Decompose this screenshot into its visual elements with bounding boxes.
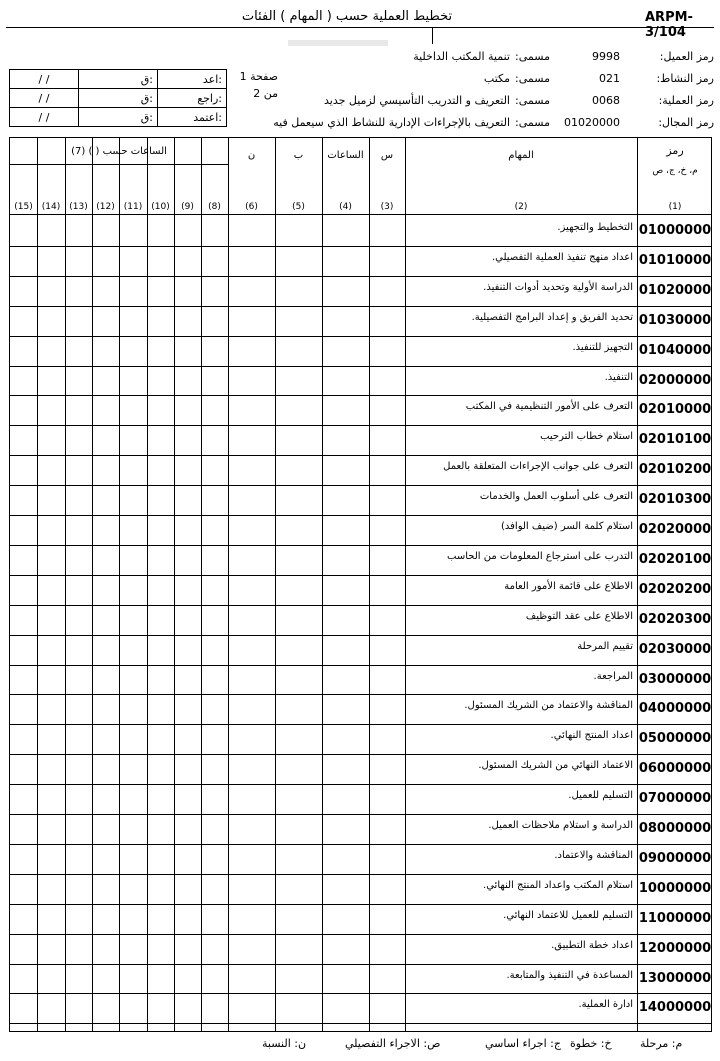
grid-col-line xyxy=(201,138,202,1031)
grid-col-line xyxy=(119,138,120,1031)
approval-label: اعد: xyxy=(158,70,227,89)
document-id: ARPM-3/104 xyxy=(645,10,693,40)
row-code: 01010000 xyxy=(638,252,712,268)
process-name: التعريف و التدريب التأسيسي لزميل جديد xyxy=(324,94,510,107)
row-divider xyxy=(10,844,711,845)
legend-s: ص: الاجراء التفصيلي xyxy=(345,1037,441,1050)
grid-col-line xyxy=(92,138,93,1031)
row-code: 02020200 xyxy=(638,581,712,597)
row-task: التخطيط والتجهيز. xyxy=(557,222,633,233)
header-b: ب xyxy=(293,150,304,161)
header-shadow-box xyxy=(288,40,388,46)
header-task: المهام xyxy=(508,150,534,161)
task-grid xyxy=(9,137,712,1032)
row-divider xyxy=(10,665,711,666)
row-divider xyxy=(10,724,711,725)
approval-date[interactable]: / / xyxy=(10,108,79,127)
row-divider xyxy=(10,455,711,456)
row-divider xyxy=(10,694,711,695)
row-divider xyxy=(10,754,711,755)
row-divider xyxy=(10,366,711,367)
row-task: التسليم للعميل. xyxy=(568,790,633,802)
approval-label: اعتمد: xyxy=(158,108,227,127)
grid-col-line xyxy=(228,138,229,1031)
row-divider xyxy=(10,276,711,277)
domain-code-label: رمز المجال: xyxy=(658,116,714,129)
row-code: 02010200 xyxy=(638,462,712,478)
col-num: (4) xyxy=(339,202,352,212)
col-num: (12) xyxy=(96,202,115,212)
row-code: 02010300 xyxy=(638,492,712,508)
grid-col-line xyxy=(322,138,323,1031)
row-divider xyxy=(10,934,711,935)
grid-col-line xyxy=(174,138,175,1031)
col-num: (2) xyxy=(514,202,528,212)
approval-q[interactable]: ق: xyxy=(79,70,158,89)
header-n: ن xyxy=(247,150,256,161)
row-code: 03000000 xyxy=(638,671,712,687)
domain-code: 01020000 xyxy=(564,116,620,129)
row-task: الاطلاع على عقد التوظيف xyxy=(525,610,633,622)
row-code: 10000000 xyxy=(638,880,712,896)
approval-row xyxy=(10,89,227,108)
row-divider xyxy=(10,425,711,426)
row-code: 09000000 xyxy=(638,850,712,866)
row-task: المراجعة. xyxy=(593,670,633,682)
approval-table xyxy=(9,69,227,127)
row-code: 02010100 xyxy=(638,432,712,448)
approval-date[interactable]: / / xyxy=(10,89,79,108)
approval-row xyxy=(10,70,227,89)
row-task: الاطلاع على قائمة الأمور العامة xyxy=(504,580,633,592)
grid-col-line xyxy=(405,138,406,1031)
row-task: التجهيز للتنفيذ. xyxy=(572,341,633,353)
row-code: 02020300 xyxy=(638,611,712,627)
header-tick xyxy=(432,28,433,44)
row-task: استلام كلمة السر (ضيف الوافد) xyxy=(501,521,633,532)
row-divider xyxy=(10,306,711,307)
hours-group-divider xyxy=(10,164,228,165)
activity-code-label: رمز النشاط: xyxy=(656,72,714,85)
col-num: (1) xyxy=(668,202,682,212)
row-code: 02020000 xyxy=(638,522,712,537)
row-divider xyxy=(10,545,711,546)
row-code: 08000000 xyxy=(638,821,712,836)
client-name: تنمية المكتب الداخلية xyxy=(413,50,510,63)
row-task: التعرف على جوانب الإجراءات المتعلقة بالعمل xyxy=(443,461,633,473)
row-task: استلام خطاب الترحيب xyxy=(540,431,633,443)
row-code: 01000000 xyxy=(638,223,712,238)
page-label: صفحة 1 xyxy=(239,70,278,83)
row-code: 02010000 xyxy=(638,402,712,418)
row-divider xyxy=(10,336,711,337)
row-task: التدرب على استرجاع المعلومات من الحاسب xyxy=(447,550,633,562)
col-num: (14) xyxy=(41,202,61,212)
approval-q[interactable]: ق: xyxy=(79,108,158,127)
client-code: 9998 xyxy=(592,50,620,63)
row-divider xyxy=(10,784,711,785)
row-code: 06000000 xyxy=(638,761,712,777)
header-bottom-line xyxy=(10,214,711,215)
grid-col-line xyxy=(275,138,276,1031)
legend-kh: خ: خطوة xyxy=(570,1037,612,1050)
activity-name-label: مسمى: xyxy=(515,72,550,85)
row-task: اعداد المنتج النهائي. xyxy=(550,730,633,742)
header-code-sub: م، خ، ج، ص xyxy=(652,166,698,176)
row-task: الدراسة الأولية وتحديد أدوات التنفيذ. xyxy=(483,281,633,293)
row-code: 02030000 xyxy=(638,641,712,657)
row-task: التعرف على أسلوب العمل والخدمات xyxy=(479,491,633,503)
row-divider xyxy=(10,635,711,636)
col-num: (11) xyxy=(123,202,143,212)
col-num: (3) xyxy=(380,202,394,212)
header-s: س xyxy=(380,150,394,161)
row-task: اعداد خطة التطبيق. xyxy=(551,939,633,951)
row-task: ادارة العملية. xyxy=(578,999,633,1011)
row-task: التنفيذ. xyxy=(604,371,633,383)
process-code-label: رمز العملية: xyxy=(658,94,714,107)
col-num: (9) xyxy=(181,202,194,212)
grid-col-line xyxy=(147,138,148,1031)
row-task: اعداد منهج تنفيذ العملية التفصيلي. xyxy=(491,251,633,263)
row-divider xyxy=(10,993,711,994)
approval-date[interactable]: / / xyxy=(10,70,79,89)
row-code: 01020000 xyxy=(638,282,712,298)
process-code: 0068 xyxy=(592,94,620,107)
row-divider xyxy=(10,246,711,247)
row-divider xyxy=(10,575,711,576)
col-num: (13) xyxy=(69,202,88,212)
row-task: المساعدة في التنفيذ والمتابعة. xyxy=(506,969,633,981)
row-code: 12000000 xyxy=(638,940,712,956)
row-divider xyxy=(10,395,711,396)
col-num: (6) xyxy=(245,202,258,212)
process-name-label: مسمى: xyxy=(515,94,550,107)
client-code-label: رمز العميل: xyxy=(659,50,714,63)
legend-j: ج: اجراء اساسي xyxy=(485,1037,561,1050)
row-task: استلام المكتب واعداد المنتج النهائي. xyxy=(483,879,633,891)
row-code: 13000000 xyxy=(638,970,712,986)
header-code: رمز xyxy=(666,144,684,157)
legend-n: ن: النسبة xyxy=(262,1037,307,1050)
row-divider xyxy=(10,1023,711,1024)
row-code: 11000000 xyxy=(638,910,712,926)
row-code: 02000000 xyxy=(638,372,712,388)
row-code: 14000000 xyxy=(638,1000,712,1016)
col-num: (10) xyxy=(151,202,170,212)
approval-label: راجع: xyxy=(158,89,227,108)
row-divider xyxy=(10,874,711,875)
row-divider xyxy=(10,964,711,965)
row-task: تقييم المرحلة xyxy=(577,640,633,652)
row-code: 01040000 xyxy=(638,342,712,358)
legend-m: م: مرحلة xyxy=(640,1037,683,1050)
row-task: الدراسة و استلام ملاحظات العميل. xyxy=(488,820,633,831)
row-divider xyxy=(10,904,711,905)
header-divider xyxy=(6,27,714,28)
grid-col-line xyxy=(37,138,38,1031)
client-name-label: مسمى: xyxy=(515,50,550,63)
grid-col-line xyxy=(369,138,370,1031)
activity-code: 021 xyxy=(599,72,620,85)
domain-name: التعريف بالإجراءات الإدارية للنشاط الذي سيعمل فيه xyxy=(273,116,510,129)
row-task: تحديد الفريق و إعداد البرامج التفصيلية. xyxy=(471,311,633,323)
row-divider xyxy=(10,814,711,815)
row-divider xyxy=(10,485,711,486)
header-hours: الساعات xyxy=(327,150,364,161)
page-of-label: من 2 xyxy=(253,87,278,100)
row-task: المناقشة والاعتماد من الشريك المسئول. xyxy=(464,700,633,712)
row-divider xyxy=(10,515,711,516)
header-hours-by: الساعات حسب ( ) (7) xyxy=(71,146,167,157)
col-num: (5) xyxy=(292,202,305,212)
domain-name-label: مسمى: xyxy=(515,116,550,129)
row-divider xyxy=(10,605,711,606)
approval-q[interactable]: ق: xyxy=(79,89,158,108)
row-code: 01030000 xyxy=(638,312,712,328)
row-task: المناقشة والاعتماد. xyxy=(554,849,633,861)
col-num: (15) xyxy=(14,202,33,212)
approval-row xyxy=(10,108,227,127)
row-code: 02020100 xyxy=(638,551,712,567)
row-code: 07000000 xyxy=(638,791,712,807)
page-title: تخطيط العملية حسب ( المهام ) الفئات xyxy=(241,9,453,24)
col-num: (8) xyxy=(208,202,221,212)
activity-name: مكتب xyxy=(483,72,510,85)
row-task: التسليم للعميل للاعتماد النهائي. xyxy=(503,909,633,921)
row-task: التعرف على الأمور التنظيمية في المكتب xyxy=(465,401,633,413)
row-task: الاعتماد النهائي من الشريك المسئول. xyxy=(478,760,633,772)
row-code: 05000000 xyxy=(638,731,712,747)
row-code: 04000000 xyxy=(638,701,712,717)
grid-col-line xyxy=(65,138,66,1031)
